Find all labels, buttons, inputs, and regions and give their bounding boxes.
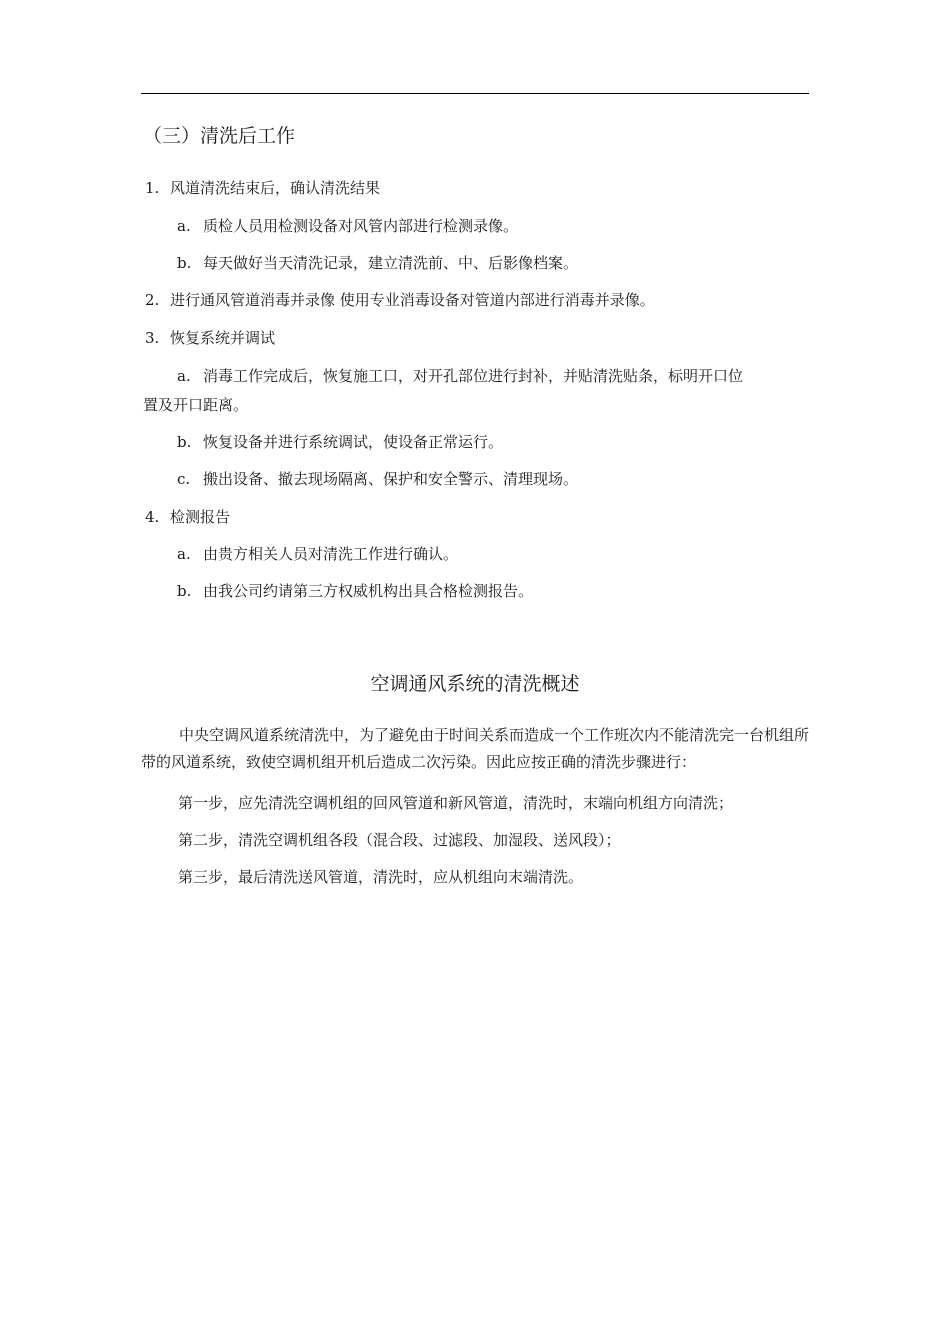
sub-item-text: 恢复设备并进行系统调试，使设备正常运行。 bbox=[203, 433, 504, 451]
list-item-text: 风道清洗结束后，确认清洗结果 bbox=[170, 179, 381, 197]
list-item-text: 恢复系统并调试 bbox=[170, 329, 276, 347]
overview-title: 空调通风系统的清洗概述 bbox=[370, 673, 580, 695]
overview-step: 第三步，最后清洗送风管道，清洗时，应从机组向末端清洗。 bbox=[178, 868, 584, 886]
header-rule bbox=[141, 93, 809, 94]
sub-item-text-continued: 置及开口距离。 bbox=[143, 396, 249, 414]
sub-item-letter: a. bbox=[177, 217, 191, 235]
sub-item-letter: b. bbox=[177, 254, 192, 272]
list-item-number: 3. bbox=[145, 329, 160, 347]
list-item-number: 1. bbox=[145, 179, 160, 197]
sub-item-letter: c. bbox=[177, 470, 191, 488]
sub-item-text: 由我公司约请第三方权威机构出具合格检测报告。 bbox=[203, 582, 534, 600]
sub-item-letter: a. bbox=[177, 545, 191, 563]
sub-item-letter: a. bbox=[177, 367, 191, 385]
sub-item-text: 消毒工作完成后，恢复施工口，对开孔部位进行封补，并贴清洗贴条，标明开口位 bbox=[203, 367, 744, 385]
overview-step: 第二步，清洗空调机组各段（混合段、过滤段、加湿段、送风段）； bbox=[178, 831, 621, 849]
list-item-number: 4. bbox=[145, 508, 160, 526]
sub-item-text: 由贵方相关人员对清洗工作进行确认。 bbox=[203, 545, 459, 563]
sub-item-text: 搬出设备、撤去现场隔离、保护和安全警示、清理现场。 bbox=[203, 470, 579, 488]
list-item-text: 检测报告 bbox=[170, 508, 231, 526]
list-item-text: 进行通风管道消毒并录像 使用专业消毒设备对管道内部进行消毒并录像。 bbox=[170, 291, 655, 309]
sub-item-text: 质检人员用检测设备对风管内部进行检测录像。 bbox=[203, 217, 519, 235]
section-title: （三）清洗后工作 bbox=[143, 125, 296, 147]
sub-item-text: 每天做好当天清洗记录，建立清洗前、中、后影像档案。 bbox=[203, 254, 579, 272]
overview-step: 第一步，应先清洗空调机组的回风管道和新风管道，清洗时，末端向机组方向清洗； bbox=[178, 794, 734, 812]
list-item-number: 2. bbox=[145, 291, 160, 309]
overview-intro: 中央空调风道系统清洗中，为了避免由于时间关系而造成一个工作班次内不能清洗完一台机组所带的风道系统，致使空调机组开机后造成二次污染。因此应按正确的清洗步骤进行： bbox=[141, 726, 810, 771]
sub-item-letter: b. bbox=[177, 433, 192, 451]
sub-item-letter: b. bbox=[177, 582, 192, 600]
